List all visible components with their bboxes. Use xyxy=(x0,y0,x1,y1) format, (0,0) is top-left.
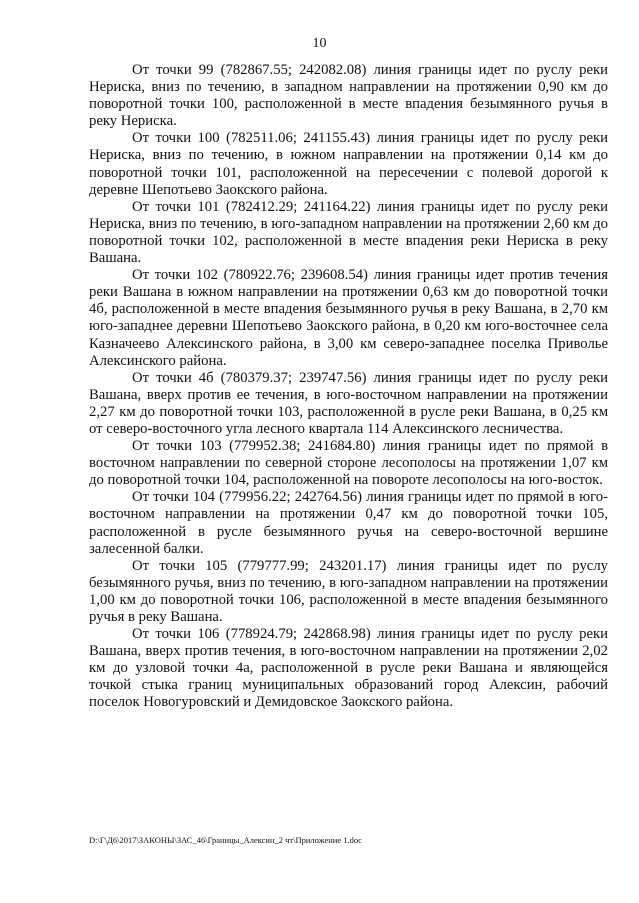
document-body xyxy=(89,62,608,712)
page-number: 10 xyxy=(312,36,327,51)
paragraph-point-103: От точки 103 (779952.38; 241684.80) линия границы идет по прямой в восточном направлении по северной стороне лесополосы на протяжении 1,07 км до поворотной точки 104, расположенной на повороте лесополосы на юго-восток. xyxy=(89,438,608,489)
paragraph-point-4b: От точки 4б (780379.37; 239747.56) линия границы идет по руслу реки Вашана, вверх против ее течения, в юго-восточном направлении на протяжении 2,27 км до поворотной точки 103, расположенной в русле реки Вашана, в 0,25 км от северо-восточного угла лесного квартала 114 Алексинского лесничества. xyxy=(89,369,608,437)
paragraph-point-99: От точки 99 (782867.55; 242082.08) линия границы идет по руслу реки Нериска, вниз по течению, в западном направлении на протяжении 0,90 км до поворотной точки 100, расположенной в месте впадения безымянного ручья в реку Нериска. xyxy=(89,62,608,130)
paragraph-point-101: От точки 101 (782412.29; 241164.22) линия границы идет по руслу реки Нериска, вниз по течению, в юго-западном направлении на протяжении 2,60 км до поворотной точки 102, расположенной в месте впадения реки Нериска в реку Вашана. xyxy=(89,198,608,267)
footer-file-path: D:\Г\Д6\2017\ЗАКОНЫ\ЗАС_46\Границы_Алексин_2 чт\Приложение 1.doc xyxy=(89,835,362,845)
paragraph-point-102: От точки 102 (780922.76; 239608.54) линия границы идет против течения реки Вашана в южном направлении на протяжении 0,63 км до поворотной точки 4б, расположенной в месте впадения безымянного ручья в реку Вашана, в 2,70 км юго-западнее деревни Шепотьево Заокского района, в 0,20 км юго-восточнее села Казначеево Алексинского района, в 3,00 км северо-западнее поселка Приволье Алексинского района. xyxy=(89,267,608,369)
paragraph-point-100: От точки 100 (782511.06; 241155.43) линия границы идет по руслу реки Нериска, вниз по течению, в южном направлении на протяжении 0,14 км до поворотной точки 101, расположенной на пересечении с полевой дорогой к деревне Шепотьево Заокского района. xyxy=(89,130,608,198)
paragraph-point-105: От точки 105 (779777.99; 243201.17) линия границы идет по руслу безымянного ручья, вниз по течению, в юго-западном направлении на протяжении 1,00 км до поворотной точки 106, расположенной в месте впадения безымянного ручья в реку Вашана. xyxy=(89,557,608,625)
paragraph-point-104: От точки 104 (779956.22; 242764.56) линия границы идет по прямой в юго-восточном направлении на протяжении 0,47 км до поворотной точки 105, расположенной в русле безымянного ручья на северо-восточной вершине залесенной балки. xyxy=(89,489,608,557)
paragraph-point-106: От точки 106 (778924.79; 242868.98) линия границы идет по руслу реки Вашана, вверх против течения, в юго-восточном направлении на протяжении 2,02 км до узловой точки 4а, расположенной в русле реки Вашана и являющейся точкой стыка границ муниципальных образований город Алексин, рабочий поселок Новогуровский и Демидовское Заокского района. xyxy=(89,626,608,711)
